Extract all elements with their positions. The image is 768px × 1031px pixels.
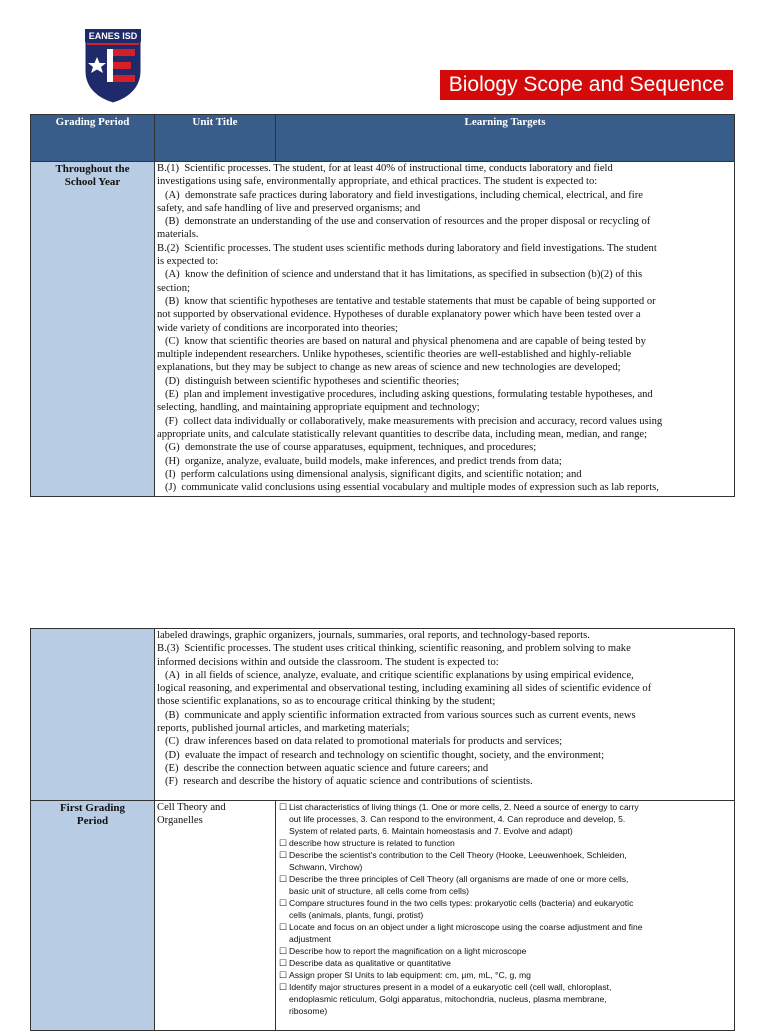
standard-line: (G) demonstrate the use of course apparatuses, equipment, techniques, and procedures; xyxy=(157,442,537,454)
grading-period-cell-empty xyxy=(31,629,155,801)
standard-line: those scientific explanations, so as to encourage critical thinking by the student; xyxy=(157,696,496,708)
learning-target-line: Compare structures found in the two cells types: prokaryotic cells (bacteria) and eukaryotic xyxy=(289,898,634,908)
standard-line: (E) describe the connection between aquatic science and future careers; and xyxy=(157,762,489,774)
period-label-line1: Throughout the xyxy=(55,163,130,175)
standard-line: selecting, handling, and maintaining appropriate equipment and technology; xyxy=(157,402,480,414)
learning-target-text xyxy=(289,849,627,873)
standard-line: (A) know the definition of science and understand that it has limitations, as specified in subsection (b)(2) of this xyxy=(157,269,643,281)
learning-target-line: endoplasmic reticulum, Golgi apparatus, mitochondria, nucleus, plasma membrane, xyxy=(289,994,607,1004)
standard-line: wide variety of conditions are incorporated into theories; xyxy=(157,322,398,334)
learning-target-text xyxy=(289,981,611,1017)
learning-target-text xyxy=(289,897,633,921)
learning-target-text xyxy=(289,801,639,837)
standard-line: (C) know that scientific theories are based on natural and physical phenomena and are capable of being tested by xyxy=(157,335,646,347)
standard-line: appropriate units, and calculate statistically relevant quantities to describe data, including mean, median, and range; xyxy=(157,428,648,440)
learning-target-item xyxy=(279,873,731,897)
learning-target-item xyxy=(279,921,731,945)
learning-target-item xyxy=(279,801,731,837)
learning-target-line: out life processes, 3. Can respond to the environment, 4. Can reproduce and develop, 5. xyxy=(289,814,626,824)
standard-line: explanations, but they may be subject to change as new areas of science and new technologies are developed; xyxy=(157,362,621,374)
checkbox-icon: ☐ xyxy=(279,922,288,932)
standard-line: materials. xyxy=(157,229,199,241)
unit-title-line2: Organelles xyxy=(157,815,203,826)
learning-target-item xyxy=(279,897,731,921)
checkbox-icon: ☐ xyxy=(279,958,288,968)
learning-target-item xyxy=(279,849,731,873)
learning-target-line: Assign proper SI Units to lab equipment: cm, μm, mL, °C, g, mg xyxy=(289,970,531,980)
standard-line: is expected to: xyxy=(157,256,219,268)
learning-target-text xyxy=(289,945,526,957)
learning-target-text xyxy=(289,969,531,981)
standard-line: B.(1) Scientific processes. The student, for at least 40% of instructional time, conducts laboratory and field xyxy=(157,163,613,174)
standard-line: (J) communicate valid conclusions using essential vocabulary and multiple modes of expression such as lab reports, xyxy=(157,482,659,494)
standards-lines xyxy=(157,162,732,494)
standard-line: (D) evaluate the impact of research and technology on scientific thought, society, and the environment; xyxy=(157,749,605,761)
standard-line: logical reasoning, and experimental and observational testing, including examining all sides of scientific evidence of xyxy=(157,683,652,695)
learning-target-line: describe how structure is related to function xyxy=(289,838,455,848)
table-header-row xyxy=(31,115,735,162)
learning-target-line: adjustment xyxy=(289,934,332,944)
learning-target-line: cells (animals, plants, fungi, protist) xyxy=(289,910,424,920)
checkbox-icon: ☐ xyxy=(279,838,288,848)
learning-target-text xyxy=(289,837,455,849)
checkbox-icon: ☐ xyxy=(279,850,288,860)
unit-title-line1: Cell Theory and xyxy=(157,802,226,813)
learning-target-text xyxy=(289,873,628,897)
standard-line: labeled drawings, graphic organizers, journals, summaries, oral reports, and technology-based reports. xyxy=(157,630,590,641)
standard-line: (A) demonstrate safe practices during laboratory and field investigations, including chemical, electrical, and fire xyxy=(157,189,643,201)
standards-lines-cont xyxy=(157,629,732,789)
learning-target-line: Locate and focus on an object under a light microscope using the coarse adjustment and fine xyxy=(289,922,643,932)
standard-line: reports, published journal articles, and marketing materials; xyxy=(157,723,410,735)
period-label-line1: First Grading xyxy=(59,802,126,814)
learning-target-line: Schwann, Virchow) xyxy=(289,862,363,872)
checkbox-icon: ☐ xyxy=(279,898,288,908)
process-standards-text-cont xyxy=(155,629,735,801)
learning-target-item xyxy=(279,957,731,969)
standard-line: section; xyxy=(157,282,190,294)
process-standards-text xyxy=(155,162,735,497)
unit-title-cell xyxy=(155,801,276,1031)
learning-target-line: Identify major structures present in a model of a eukaryotic cell (cell wall, chloroplast, xyxy=(289,982,612,992)
learning-target-line: System of related parts, 6. Maintain homeostasis and 7. Evolve and adapt) xyxy=(289,826,573,836)
checkbox-icon: ☐ xyxy=(279,802,288,812)
grading-period-cell xyxy=(31,162,155,497)
col-header-unit-title: Unit Title xyxy=(155,115,276,162)
standard-line: multiple independent researchers. Unlike hypotheses, scientific theories are well-established and highly-reliable xyxy=(157,349,632,361)
period-label-line2: School Year xyxy=(64,176,121,188)
standard-line: not supported by observational evidence. Hypotheses of durable explanatory power which have been tested over a xyxy=(157,309,641,321)
checkbox-icon: ☐ xyxy=(279,982,288,992)
scope-table-page-1 xyxy=(30,114,735,497)
standard-line: investigations using safe, environmentally appropriate, and ethical practices. The student is expected to: xyxy=(157,176,598,188)
standard-line: (H) organize, analyze, evaluate, build models, make inferences, and predict trends from data; xyxy=(157,455,562,467)
checkbox-icon: ☐ xyxy=(279,946,288,956)
logo-text: EANES ISD xyxy=(88,31,138,41)
checkbox-icon: ☐ xyxy=(279,970,288,980)
col-header-grading-period: Grading Period xyxy=(31,115,155,162)
standard-line: (D) distinguish between scientific hypotheses and scientific theories; xyxy=(157,375,460,387)
learning-target-item xyxy=(279,981,731,1017)
standard-line: (F) collect data individually or collaboratively, make measurements with precision and accuracy, record values using xyxy=(157,415,663,427)
learning-target-line: Describe how to report the magnification on a light microscope xyxy=(289,946,527,956)
standard-line: B.(3) Scientific processes. The student uses critical thinking, scientific reasoning, and problem solving to make xyxy=(157,643,631,655)
grading-period-cell-first xyxy=(31,801,155,1031)
learning-targets-cell xyxy=(276,801,735,1031)
scope-table-page-2 xyxy=(30,628,735,1031)
learning-target-line: Describe the three principles of Cell Theory (all organisms are made of one or more cells, xyxy=(289,874,629,884)
standard-line: informed decisions within and outside the classroom. The student is expected to: xyxy=(157,656,499,668)
learning-target-line: List characteristics of living things (1. One or more cells, 2. Need a source of energy to carry xyxy=(289,802,639,812)
standard-line: (B) demonstrate an understanding of the use and conservation of resources and the proper disposal or recycling of xyxy=(157,216,651,228)
table-row-throughout xyxy=(31,162,735,497)
learning-target-line: ribosome) xyxy=(289,1006,328,1016)
table-row-throughout-cont xyxy=(31,629,735,801)
standard-line: B.(2) Scientific processes. The student uses scientific methods during laboratory and field investigations. The student xyxy=(157,242,657,254)
standard-line: (B) know that scientific hypotheses are tentative and testable statements that must be capable of being supported or xyxy=(157,295,656,307)
standard-line: (B) communicate and apply scientific information extracted from various sources such as current events, news xyxy=(157,709,636,721)
standard-line: safety, and safe handling of live and preserved organisms; and xyxy=(157,202,421,214)
learning-target-line: Describe the scientist's contribution to the Cell Theory (Hooke, Leeuwenhoek, Schleiden, xyxy=(289,850,627,860)
standard-line: (I) perform calculations using dimensional analysis, significant digits, and scientific notation; and xyxy=(157,468,582,480)
standard-line: (F) research and describe the history of aquatic science and contributions of scientists. xyxy=(157,776,533,788)
learning-target-item xyxy=(279,969,731,981)
learning-target-text xyxy=(289,957,451,969)
table-row-first-period xyxy=(31,801,735,1031)
col-header-learning-targets: Learning Targets xyxy=(276,115,735,162)
learning-target-item xyxy=(279,945,731,957)
standard-line: (C) draw inferences based on data related to promotional materials for products and services; xyxy=(157,736,563,748)
learning-target-text xyxy=(289,921,643,945)
period-label-line2: Period xyxy=(76,815,109,827)
eanes-isd-logo xyxy=(83,27,143,105)
learning-target-list xyxy=(279,801,731,1017)
document-title: Biology Scope and Sequence xyxy=(440,70,733,100)
checkbox-icon: ☐ xyxy=(279,874,288,884)
learning-target-line: Describe data as qualitative or quantitative xyxy=(289,958,451,968)
learning-target-line: basic unit of structure, all cells come from cells) xyxy=(289,886,470,896)
standard-line: (E) plan and implement investigative procedures, including asking questions, formulating testable hypotheses, and xyxy=(157,389,653,401)
standard-line: (A) in all fields of science, analyze, evaluate, and critique scientific explanations by using empirical evidence, xyxy=(157,669,634,681)
learning-target-item xyxy=(279,837,731,849)
